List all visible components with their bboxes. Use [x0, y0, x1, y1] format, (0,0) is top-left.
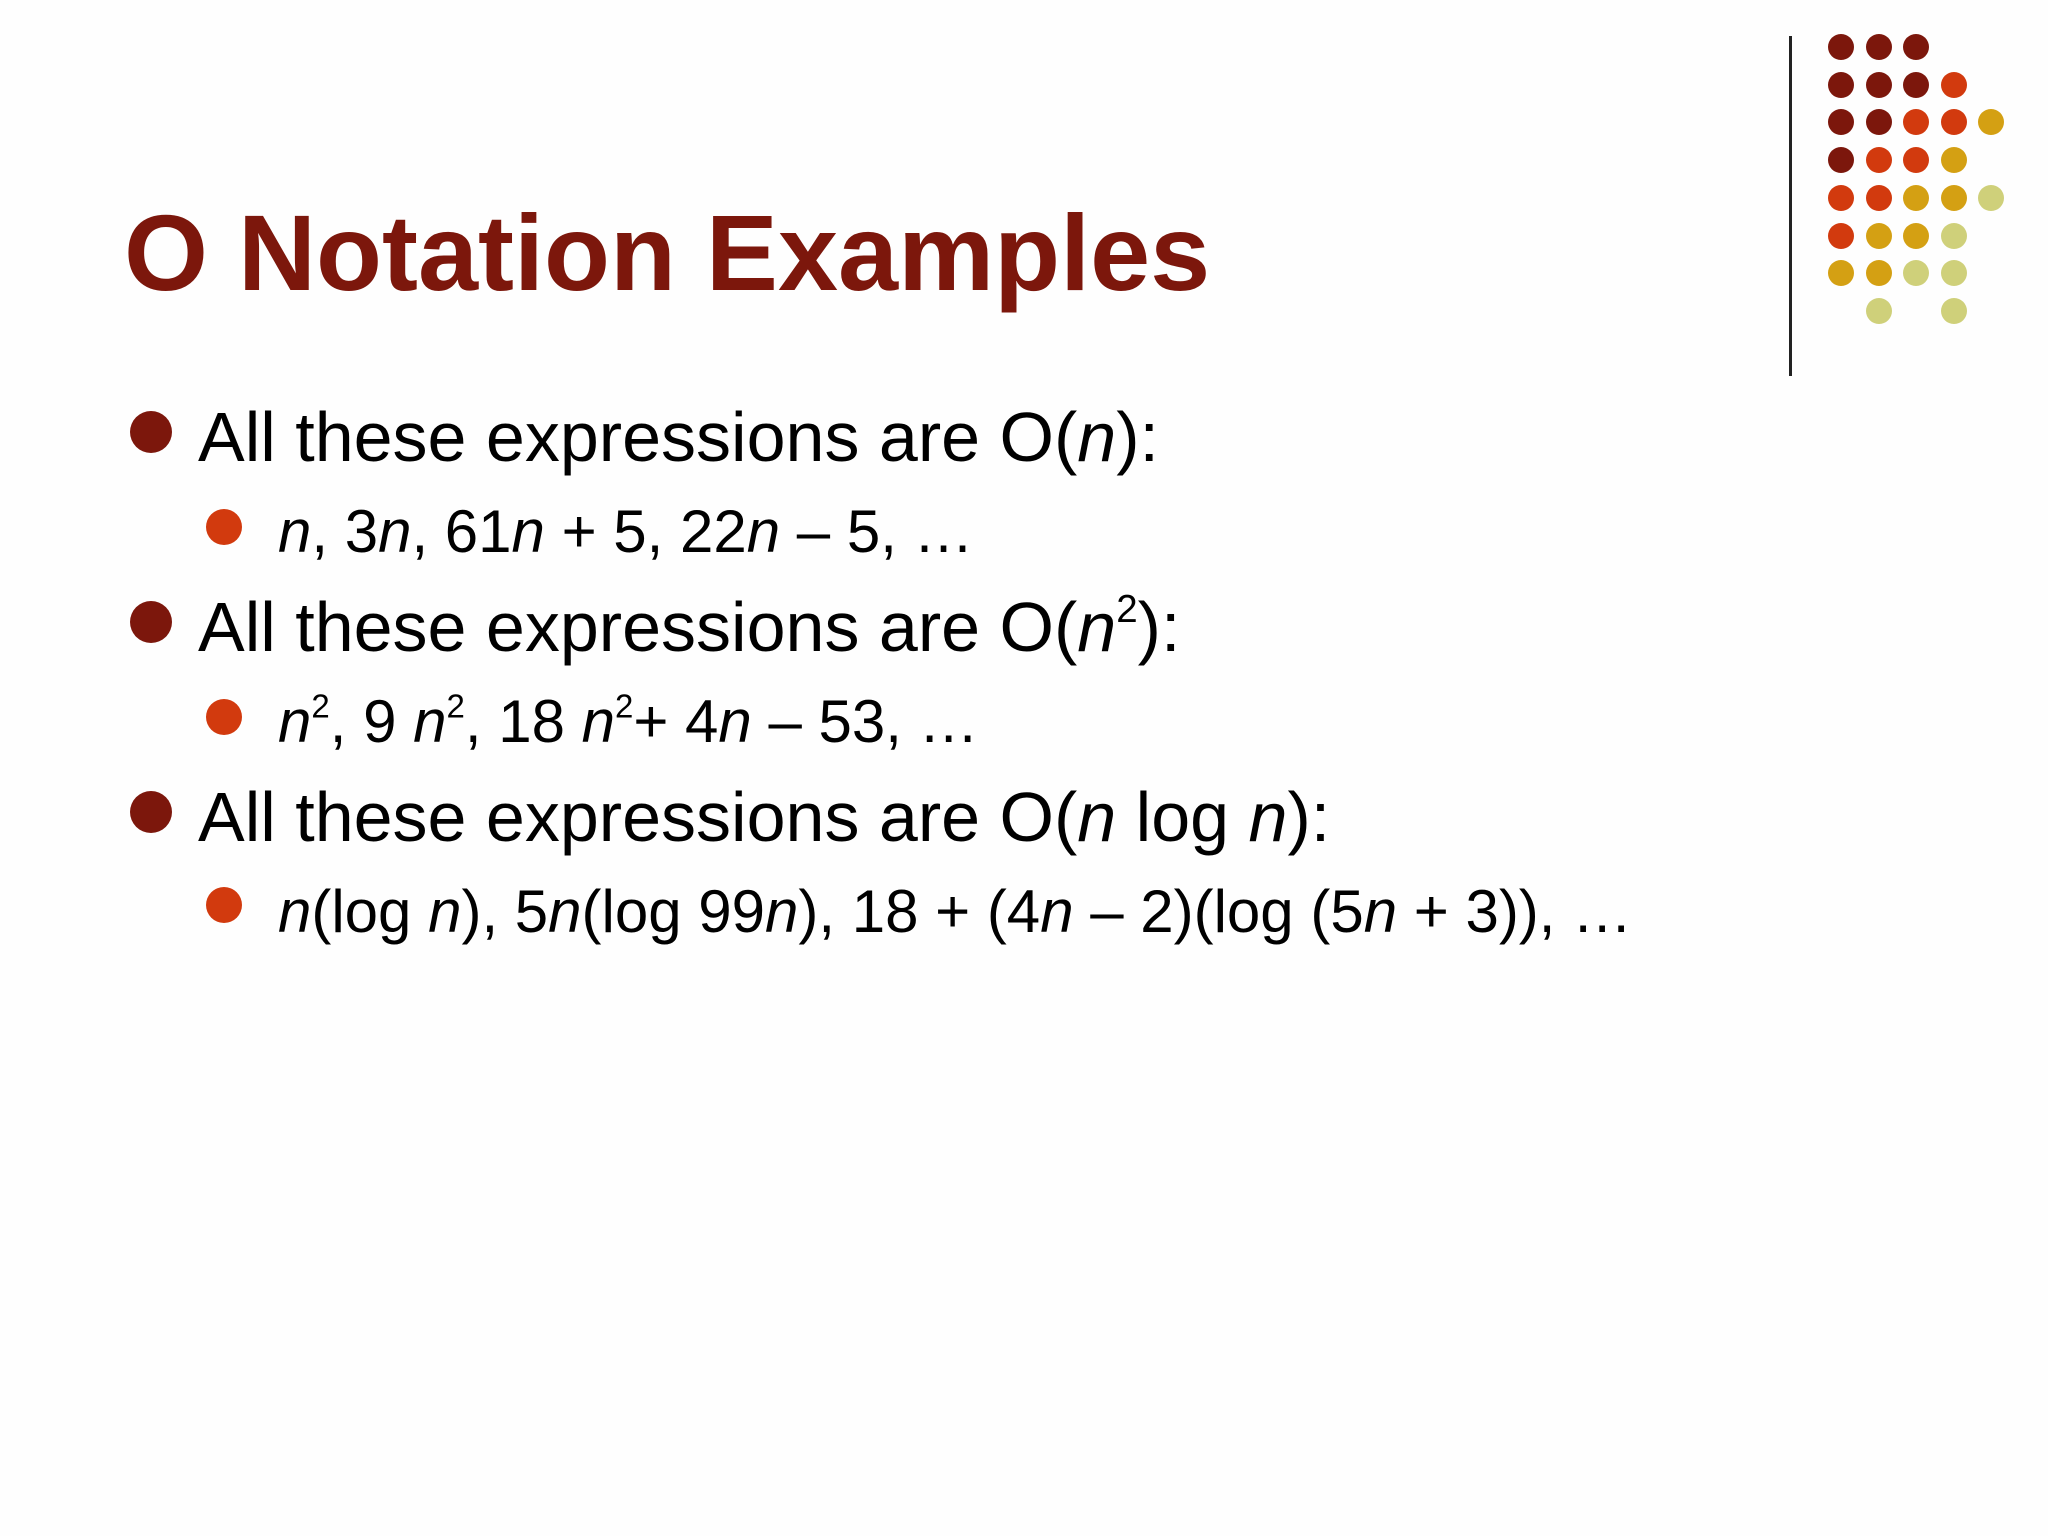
decorative-dot [1866, 147, 1892, 173]
decorative-dot [1978, 109, 2004, 135]
bullet-text [198, 587, 1180, 667]
decorative-dot [1828, 109, 1854, 135]
decorative-dot [1978, 185, 2004, 211]
decorative-dot [1828, 223, 1854, 249]
decorative-dot [1866, 185, 1892, 211]
decorative-dot [1903, 185, 1929, 211]
decorative-dot [1903, 109, 1929, 135]
decorative-dot [1903, 34, 1929, 60]
bullet-text-middle: log [1116, 778, 1249, 856]
bullet-text [198, 777, 1330, 857]
decorative-dot [1828, 34, 1854, 60]
sub-bullet-marker [206, 887, 242, 923]
bullet-text-variable: n [1077, 588, 1117, 666]
bullet-marker [130, 791, 172, 833]
sub-bullet-text: $n^2$, 9 $n^2$, 18 $n^2+ 4n - 53$, … [278, 687, 979, 755]
slide-title: O Notation Examples [124, 192, 1211, 313]
sub-bullet-text: n(log n), 5n(log 99n), 18 + (4n – 2)(log (5n + 3)), … [278, 878, 1633, 945]
sub-bullet-marker [206, 509, 242, 545]
decorative-dot [1866, 260, 1892, 286]
decorative-dot [1903, 260, 1929, 286]
decorative-dot [1941, 147, 1967, 173]
bullet-text [198, 397, 1159, 477]
decorative-dot [1903, 223, 1929, 249]
bullet-text-tail: ): [1137, 588, 1181, 666]
decorative-dot [1866, 34, 1892, 60]
divider-line [1789, 36, 1792, 376]
bullet-text-tail: ): [1287, 778, 1331, 856]
sub-bullet-marker [206, 699, 242, 735]
decorative-dot [1828, 147, 1854, 173]
bullet-text-variable: n [1077, 778, 1117, 856]
bullet-text-tail: ): [1116, 398, 1159, 476]
decorative-dot [1941, 185, 1967, 211]
decorative-dot [1941, 298, 1967, 324]
bullet-text-lead: All these expressions are O( [198, 588, 1078, 666]
decorative-dot [1866, 72, 1892, 98]
bullet-text-variable: n [1077, 398, 1117, 476]
sub-bullet-text: n, 3n, 61n + 5, 22n – 5, … [278, 498, 974, 565]
decorative-dot [1941, 72, 1967, 98]
decorative-dot [1828, 260, 1854, 286]
decorative-dot [1828, 72, 1854, 98]
decorative-dot [1828, 185, 1854, 211]
decorative-dot [1941, 223, 1967, 249]
decorative-dot [1866, 223, 1892, 249]
bullet-text-exponent: 2 [1116, 588, 1138, 632]
bullet-text-lead: All these expressions are O( [198, 398, 1078, 476]
decorative-dot [1903, 147, 1929, 173]
decorative-dot [1866, 298, 1892, 324]
bullet-text-lead: All these expressions are O( [198, 778, 1078, 856]
bullet-text-variable: n [1248, 778, 1288, 856]
decorative-dot [1941, 109, 1967, 135]
decorative-dot [1903, 72, 1929, 98]
decorative-dot [1866, 109, 1892, 135]
bullet-marker [130, 601, 172, 643]
decorative-dot [1941, 260, 1967, 286]
bullet-marker [130, 411, 172, 453]
